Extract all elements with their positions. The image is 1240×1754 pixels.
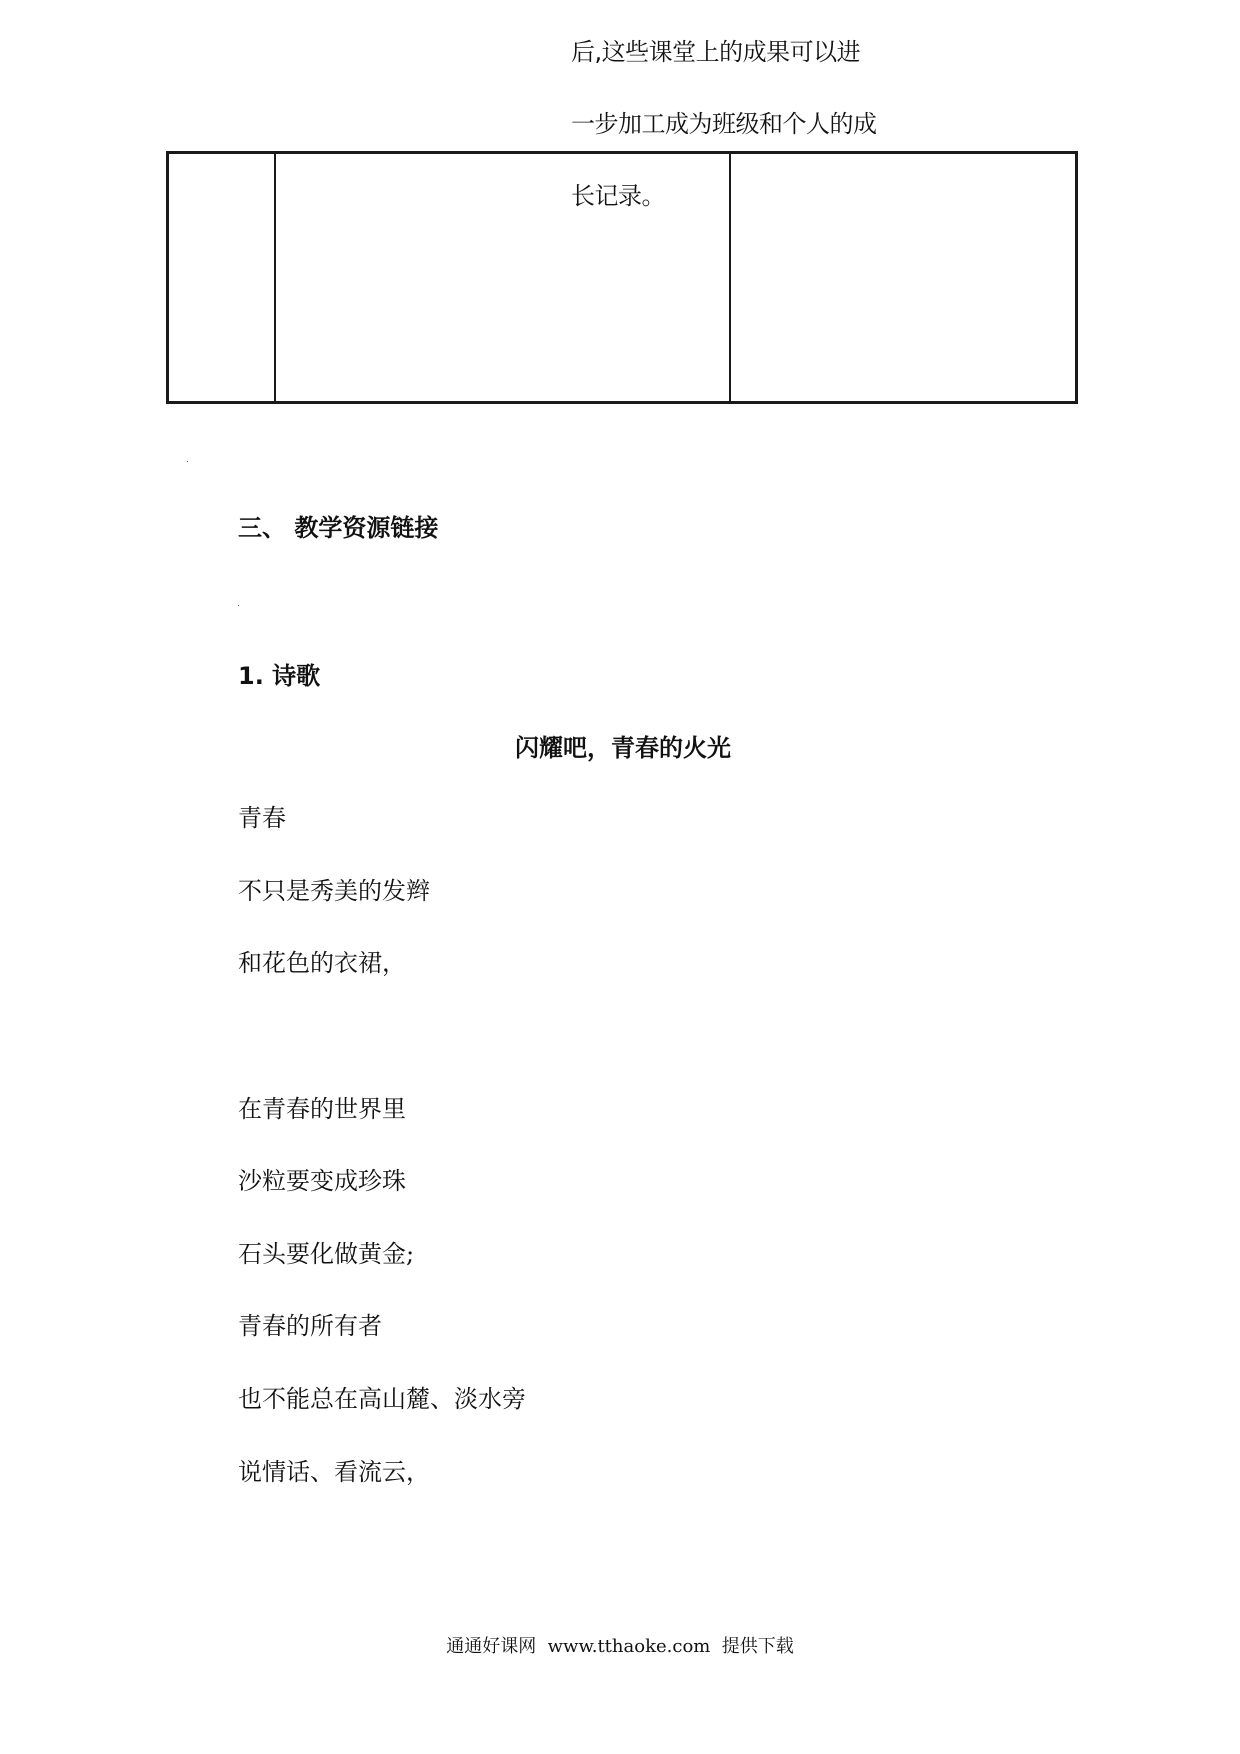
sub-heading: 1. 诗歌	[238, 662, 321, 690]
table-cell-line: 长记录。	[571, 182, 665, 210]
table-cell-line: 一步加工成为班级和个人的成	[571, 110, 877, 138]
section-heading: 三、 教学资源链接	[238, 514, 439, 542]
poem-line: 不只是秀美的发辫	[238, 877, 430, 905]
table-cell-text	[571, 16, 901, 232]
poem-line: 说情话、看流云，	[238, 1458, 430, 1486]
poem-line: 和花色的衣裙，	[238, 949, 406, 977]
poem-line: 石头要化做黄金;	[238, 1240, 415, 1268]
scan-speck	[187, 461, 188, 462]
poem-line: 青春	[238, 804, 286, 832]
poem-line: 青春的所有者	[238, 1312, 382, 1340]
table-cell-line: 后,这些课堂上的成果可以进	[571, 38, 861, 66]
poem-line: 也不能总在高山麓、淡水旁	[238, 1385, 526, 1413]
page-footer: 通通好课网 www.tthaoke.com 提供下载	[446, 1636, 794, 1657]
table-column-divider	[274, 154, 276, 401]
scan-speck	[238, 605, 239, 606]
poem-title: 闪耀吧，青春的火光	[515, 734, 731, 762]
poem-line: 在青春的世界里	[238, 1095, 406, 1123]
poem-line: 沙粒要变成珍珠	[238, 1167, 406, 1195]
